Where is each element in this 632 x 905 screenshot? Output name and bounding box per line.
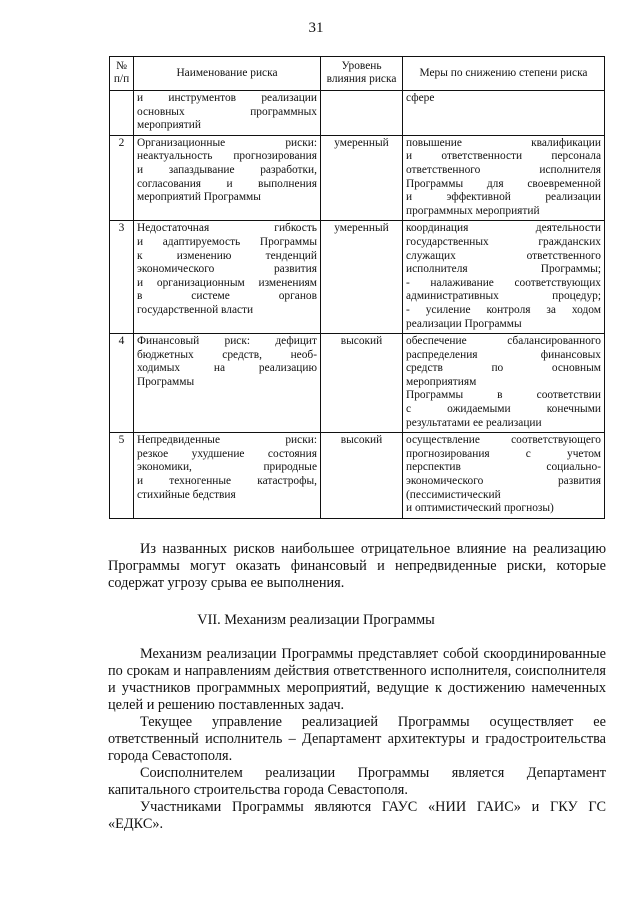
risk-measure-line: - усиление контроля за ходом <box>406 303 601 316</box>
risk-name-line: бюджетных средств, необ- <box>137 348 317 361</box>
risk-measure-line: экономического развития <box>406 475 601 488</box>
table-header-row <box>110 57 605 91</box>
table-row <box>110 135 605 221</box>
risk-name-line: стихийные бедствия <box>137 488 236 501</box>
row-number: 2 <box>118 136 125 149</box>
risk-measure-line: с ожидаемыми конечными <box>406 403 601 416</box>
table-row <box>110 91 605 136</box>
risk-measure-line: прогнозирования с учетом <box>406 447 601 460</box>
risk-level: высокий <box>340 434 383 447</box>
risk-measure-line: программных мероприятий <box>406 204 540 217</box>
row-number-cell <box>110 91 134 136</box>
header-measures-text: Меры по снижению степени риска <box>419 66 588 79</box>
section-title: VII. Механизм реализации Программы <box>197 612 435 628</box>
risk-measure-line: ответственного исполнителя <box>406 163 601 176</box>
risk-table-body <box>110 91 605 519</box>
risk-measure-line: (пессимистический <box>406 488 501 501</box>
risk-measure-line: повышение квалификации <box>406 136 601 149</box>
risk-name-line: в системе органов <box>137 290 317 303</box>
risk-name-cell <box>134 91 321 136</box>
risk-name-line: Финансовый риск: дефицит <box>137 335 317 348</box>
conclusion-block <box>108 541 606 592</box>
risk-name-cell <box>134 221 321 334</box>
risk-measure-line: административных процедур; <box>406 290 601 303</box>
header-level-text: Уровень влияния риска <box>326 60 397 85</box>
risk-name-line: согласования и выполнения <box>137 177 317 190</box>
risk-measures-cell <box>403 334 605 433</box>
risk-name-line: неактуальность прогнозирования <box>137 150 317 163</box>
risk-measure-line: реализации Программы <box>406 317 522 330</box>
mechanism-paragraph-4: Участниками Программы являются ГАУС «НИИ ГАИС» и ГКУ ГС «ЕДКС». <box>108 799 606 832</box>
risk-measure-line: исполнителя Программы; <box>406 263 601 276</box>
row-number: 4 <box>118 335 125 348</box>
row-number-cell <box>110 221 134 334</box>
mechanism-text <box>108 646 606 833</box>
risk-name-line: Непредвиденные риски: <box>137 434 317 447</box>
risk-measure-line: государственных гражданских <box>406 235 601 248</box>
risk-measure-line: и эффективной реализации <box>406 191 601 204</box>
risk-name-line: и организационным изменениям <box>137 276 317 289</box>
row-number: 3 <box>118 222 125 235</box>
risk-measure-line: Программы в соответствии <box>406 389 601 402</box>
risk-measures-cell <box>403 135 605 221</box>
header-num <box>110 57 134 91</box>
risk-measures-cell <box>403 433 605 519</box>
row-number-cell <box>110 135 134 221</box>
risk-measure-line: распределения финансовых <box>406 348 601 361</box>
row-number: 5 <box>118 434 125 447</box>
header-level <box>321 57 403 91</box>
risk-level: умеренный <box>334 136 389 149</box>
risk-level-cell <box>321 135 403 221</box>
risk-name-line: резкое ухудшение состояния <box>137 447 317 460</box>
risk-name-line: основных программных <box>137 105 317 118</box>
risk-measure-line: осуществление соответствующего <box>406 434 601 447</box>
risk-measure-line: перспектив социально- <box>406 461 601 474</box>
header-name <box>134 57 321 91</box>
risk-measure-line: - налаживание соответствующих <box>406 276 601 289</box>
risk-name-line: экономического развития <box>137 263 317 276</box>
header-name-text: Наименование риска <box>176 66 278 79</box>
conclusion-paragraph: Из названных рисков наибольшее отрицательное влияние на реализацию Программы могут оказать финансовый и непредвиденные риски, которые содержат угрозу срыва ее выполнения. <box>108 541 606 591</box>
risk-measure-line: служащих ответственного <box>406 249 601 262</box>
risk-name-cell <box>134 433 321 519</box>
risk-name-line: и адаптируемость Программы <box>137 235 317 248</box>
risk-measure-line: средств по основным <box>406 362 601 375</box>
risk-measure-line: мероприятиям <box>406 375 477 388</box>
risk-measure-line: обеспечение сбалансированного <box>406 335 601 348</box>
risk-name-line: Организационные риски: <box>137 136 317 149</box>
risk-name-line: и инструментов реализации <box>137 92 317 104</box>
risk-level-cell <box>321 334 403 433</box>
header-num-text: № п/п <box>113 60 130 85</box>
risk-measures-cell <box>403 221 605 334</box>
row-number-cell <box>110 334 134 433</box>
risk-name-line: экономики, природные <box>137 461 317 474</box>
risk-level: умеренный <box>334 222 389 235</box>
risk-level: высокий <box>340 335 383 348</box>
risk-name-line: мероприятий <box>137 119 201 132</box>
table-row <box>110 433 605 519</box>
risk-name-line: и запаздывание разработки, <box>137 163 317 176</box>
mechanism-paragraph-3: Соисполнителем реализации Программы является Департамент капитального строительства города Севастополя. <box>108 765 606 798</box>
risk-name-cell <box>134 135 321 221</box>
risk-name-line: к изменению тенденций <box>137 249 317 262</box>
risk-level-cell <box>321 433 403 519</box>
risk-name-line: Недостаточная гибкость <box>137 222 317 235</box>
risk-name-line: и техногенные катастрофы, <box>137 475 317 488</box>
risk-measure-line: координация деятельности <box>406 222 601 235</box>
risk-name-line: мероприятий Программы <box>137 191 261 204</box>
header-measures <box>403 57 605 91</box>
risk-measure-line: и оптимистический прогнозы) <box>406 502 554 515</box>
row-number-cell <box>110 433 134 519</box>
mechanism-paragraph-1: Механизм реализации Программы представляет собой скоординированные по срокам и направлениям действия ответственного исполнителя, соисполнителя и участников программных мероприятий, ведущие к достижению намеченных целей и решению поставленных задач. <box>108 646 606 713</box>
risk-name-line: Программы <box>137 375 195 388</box>
risk-measure-line: Программы для своевременной <box>406 177 601 190</box>
mechanism-paragraph-2: Текущее управление реализацией Программы осуществляет ее ответственный исполнитель – Департамент архитектуры и градостроительства города Севастополя. <box>108 714 606 764</box>
risk-measure-line: и ответственности персонала <box>406 150 601 163</box>
risk-measure-line: результатами ее реализации <box>406 416 542 429</box>
risk-table <box>109 56 605 519</box>
risk-level-cell <box>321 91 403 136</box>
table-row <box>110 221 605 334</box>
risk-measures-cell <box>403 91 605 136</box>
risk-name-line: ходимых на реализацию <box>137 362 317 375</box>
risk-measure-line: сфере <box>406 92 435 104</box>
risk-level-cell <box>321 221 403 334</box>
page-number: 31 <box>308 20 324 36</box>
risk-name-line: государственной власти <box>137 303 254 316</box>
table-row <box>110 334 605 433</box>
risk-name-cell <box>134 334 321 433</box>
